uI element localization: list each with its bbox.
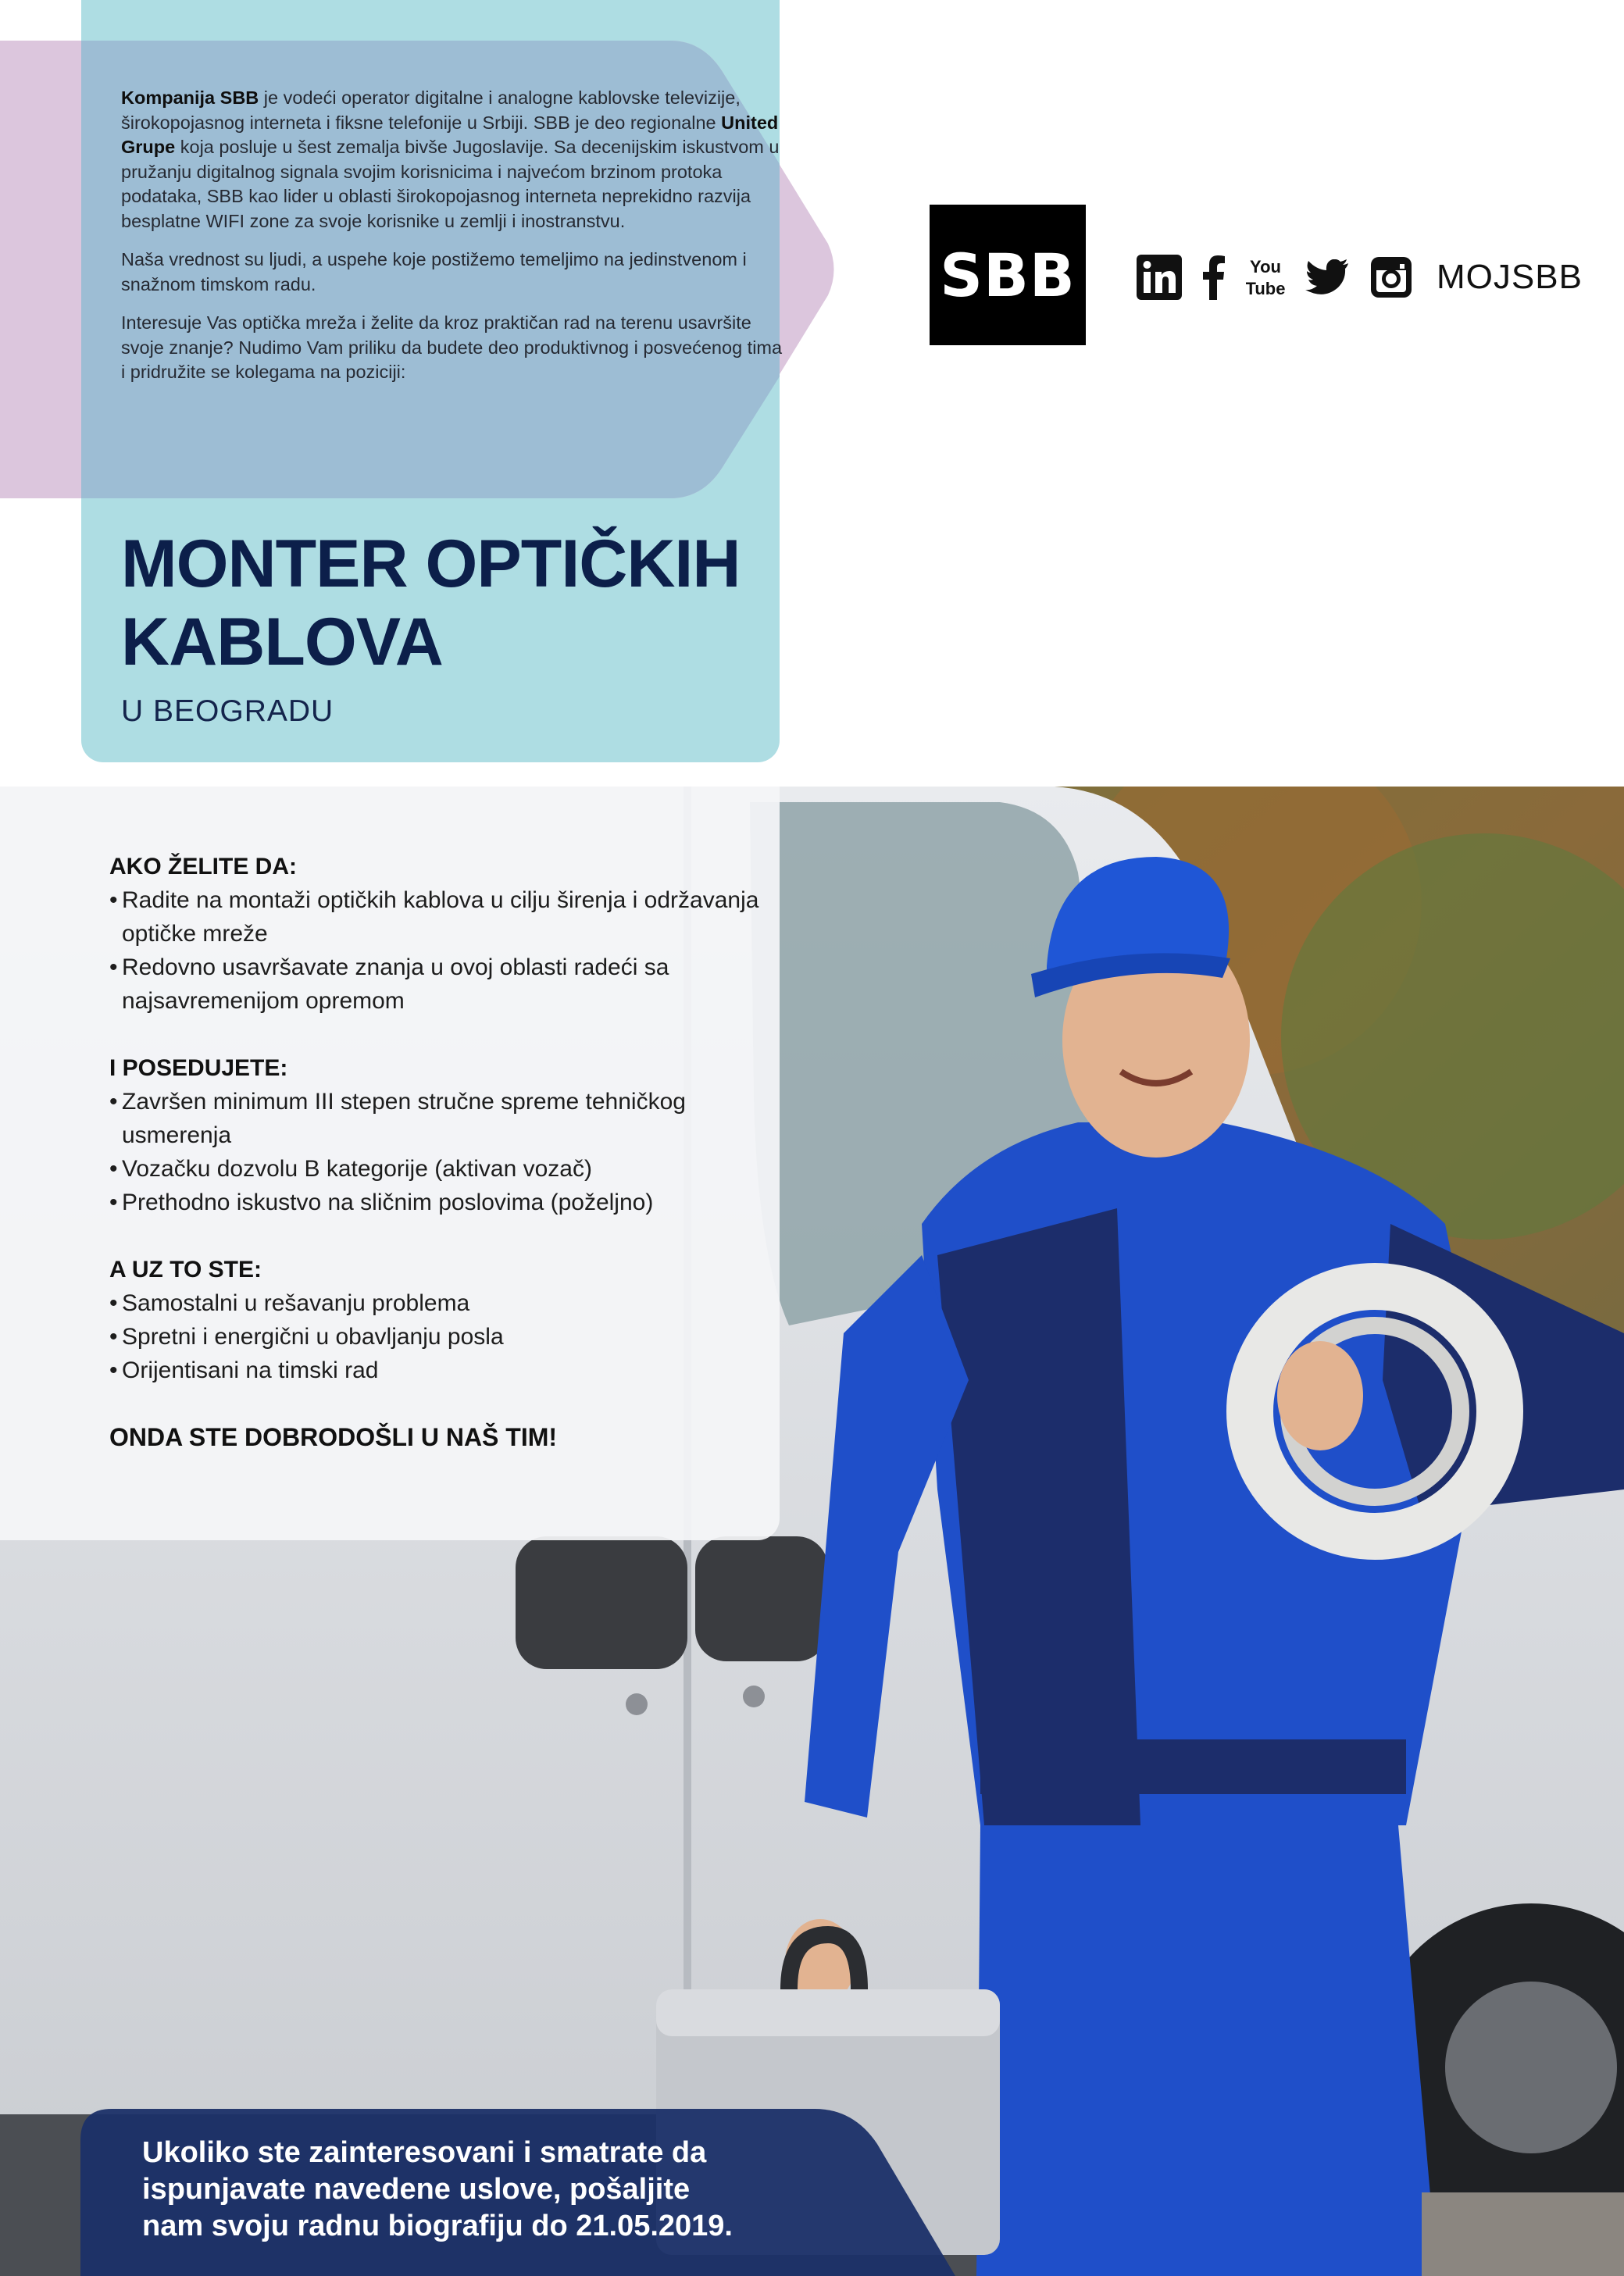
- application-instructions: [142, 2135, 861, 2245]
- closing-statement: ONDA STE DOBRODOŠLI U NAŠ TIM!: [109, 1423, 558, 1451]
- youtube-icon-top: You: [1250, 257, 1281, 276]
- list-item: • Orijentisani na timski rad: [109, 1354, 766, 1387]
- list-item: • Radite na montaži optičkih kablova u cilju širenja i održavanja optičke mreže: [109, 883, 766, 951]
- intro-paragraph-3: Interesuje Vas optička mreža i želite da kroz praktičan rad na terenu usavršite svoje znanje? Nudimo Vam priliku da budete deo produktivnog i posvećenog tima i pridružite se kolegama na poziciji:: [121, 312, 783, 382]
- group-name: United Grupe: [121, 112, 779, 157]
- job-location: U BEOGRADU: [121, 694, 334, 728]
- requirements-section-2: [109, 1051, 766, 1219]
- social-links: [1137, 250, 1583, 305]
- list-item: • Spretni i energični u obavljanju posla: [109, 1320, 766, 1354]
- linkedin-icon[interactable]: [1137, 255, 1182, 300]
- list-item: • Redovno usavršavate znanja u ovoj oblasti radeći sa najsavremenijom opremom: [109, 951, 766, 1018]
- requirements-list: [109, 850, 766, 1454]
- banner-line-3: nam svoju radnu biografiju do 21.05.2019.: [142, 2210, 733, 2242]
- banner-line-2: ispunjavate navedene uslove, pošaljite: [142, 2173, 691, 2206]
- company-intro: [121, 86, 785, 399]
- intro-paragraph-2: Naša vrednost su ljudi, a uspehe koje postižemo temeljimo na jedinstvenom i snažnom timskom radu.: [121, 249, 747, 294]
- social-handle: MOJSBB: [1437, 258, 1583, 296]
- instagram-icon[interactable]: [1369, 255, 1413, 299]
- intro-paragraph-1: [121, 86, 785, 234]
- facebook-icon[interactable]: [1202, 255, 1226, 300]
- banner-line-1: Ukoliko ste zainteresovani i smatrate da: [142, 2136, 707, 2169]
- requirements-section-3: [109, 1253, 766, 1387]
- youtube-icon-bottom: Tube: [1246, 279, 1285, 298]
- job-title: [121, 525, 762, 681]
- youtube-icon[interactable]: [1246, 254, 1285, 301]
- job-title-line-1: MONTER OPTIČKIH: [121, 526, 741, 601]
- list-item: • Završen minimum III stepen stručne spreme tehničkog usmerenja: [109, 1085, 766, 1152]
- section-title-3: A UZ TO STE:: [109, 1257, 262, 1282]
- sbb-logo: [930, 205, 1086, 345]
- intro-text-b: koja posluje u šest zemalja bivše Jugoslavije. Sa decenijskim iskustvom u pružanju digitalnog signala svojim korisnicima i najvećom brzinom protoka podataka, SBB kao lider u oblasti širokopojasnog interneta neprekidno razvija besplatne WIFI zone za svoje korisnike u zemlji i inostranstvu.: [121, 137, 780, 231]
- list-item: • Prethodno iskustvo na sličnim poslovima (poželjno): [109, 1186, 766, 1219]
- sbb-logo-text: SBB: [940, 240, 1076, 310]
- twitter-icon[interactable]: [1305, 259, 1349, 295]
- job-title-line-2: KABLOVA: [121, 605, 443, 680]
- section-title-2: I POSEDUJETE:: [109, 1055, 288, 1081]
- intro-text-a: je vodeći operator digitalne i analogne kablovske televizije, širokopojasnog interneta i fiksne telefonije u Srbiji. SBB je deo regionalne: [121, 87, 741, 133]
- company-name: Kompanija SBB: [121, 87, 259, 108]
- list-item: • Samostalni u rešavanju problema: [109, 1286, 766, 1320]
- list-item: • Vozačku dozvolu B kategorije (aktivan vozač): [109, 1152, 766, 1186]
- requirements-section-1: [109, 850, 766, 1018]
- section-title-1: AKO ŽELITE DA:: [109, 854, 297, 879]
